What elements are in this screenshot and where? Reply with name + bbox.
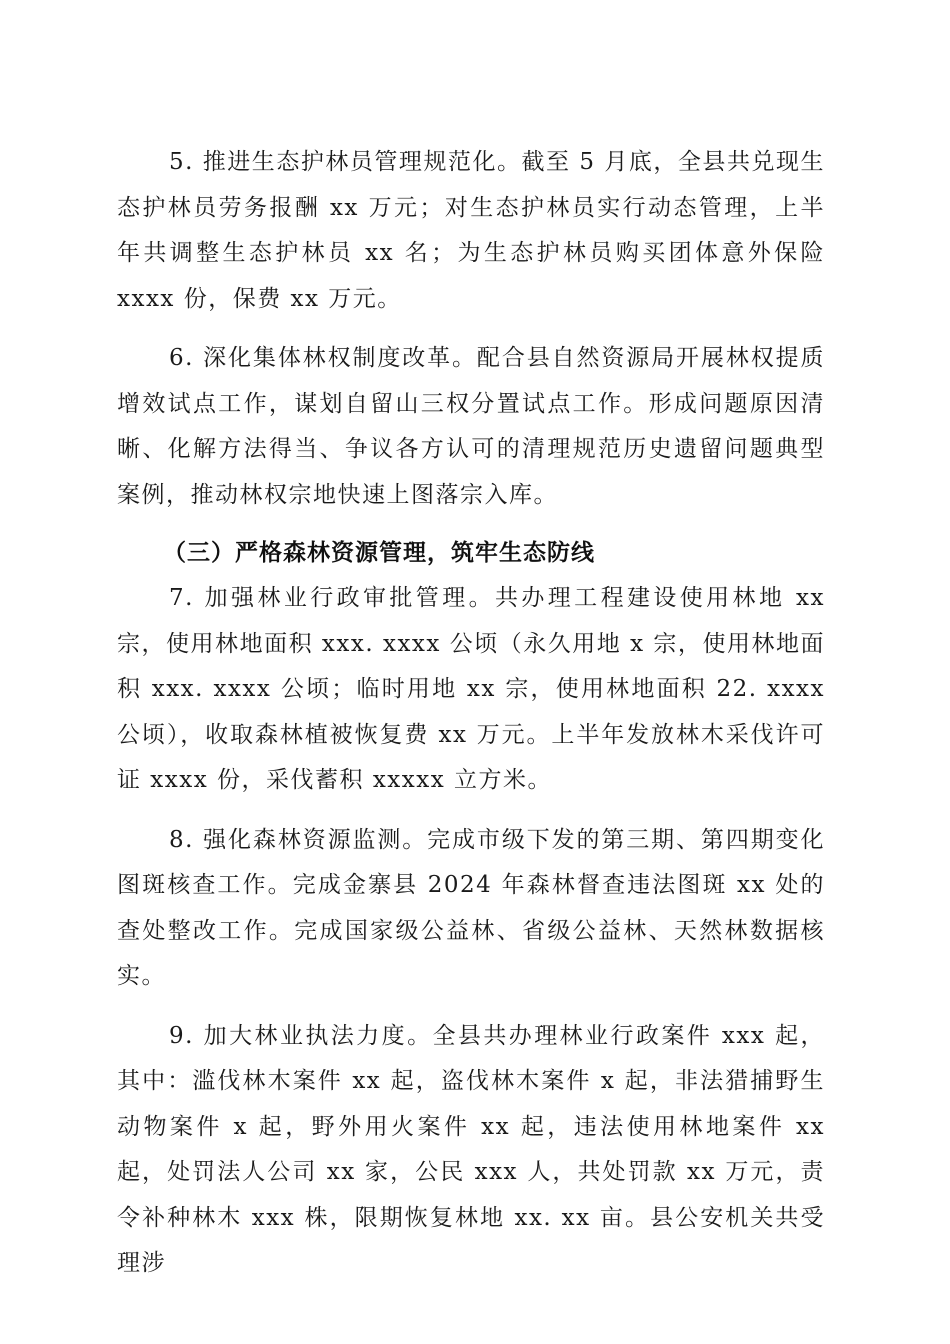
paragraph-7-administrative-approval: 7. 加强林业行政审批管理。共办理工程建设使用林地 xx 宗，使用林地面积 xxx. xxxx 公顷（永久用地 x 宗，使用林地面积 xxx. xxxx 公顷；临时用地 xx 宗，使用林地面积 22. xxxx 公顷），收取森林植被恢复费 xx 万元。上半年发放林木采伐许可证 xxxx 份，采伐蓄积 xxxxx 立方米。 bbox=[117, 585, 834, 793]
paragraph-8-resource-monitoring: 8. 强化森林资源监测。完成市级下发的第三期、第四期变化图斑核查工作。完成金寨县 2024 年森林督查违法图斑 xx 处的查处整改工作。完成国家级公益林、省级公益林、天然林数据核实。 bbox=[117, 826, 825, 989]
document-body bbox=[117, 140, 834, 1301]
paragraph-5-ranger-management: 5. 推进生态护林员管理规范化。截至 5 月底，全县共兑现生态护林员劳务报酬 xx 万元；对生态护林员实行动态管理，上半年共调整生态护林员 xx 名；为生态护林员购买团体意外保险 xxxx 份，保费 xx 万元。 bbox=[117, 149, 834, 312]
paragraph-6-forest-tenure-reform: 6. 深化集体林权制度改革。配合县自然资源局开展林权提质增效试点工作，谋划自留山三权分置试点工作。形成问题原因清晰、化解方法得当、争议各方认可的清理规范历史遗留问题典型案例，推动林权宗地快速上图落宗入库。 bbox=[117, 345, 825, 508]
paragraph-9-law-enforcement: 9. 加大林业执法力度。全县共办理林业行政案件 xxx 起，其中：滥伐林木案件 xx 起，盗伐林木案件 x 起，非法猎捕野生动物案件 x 起，野外用火案件 xx 起，违法使用林地案件 xx 起，处罚法人公司 xx 家，公民 xxx 人，共处罚款 xx 万元，责令补种林木 xxx 株，限期恢复林地 xx. xx 亩。县公安机关共受理涉 bbox=[117, 1022, 834, 1276]
section-heading-forest-resources: （三）严格森林资源管理，筑牢生态防线 bbox=[163, 540, 595, 566]
